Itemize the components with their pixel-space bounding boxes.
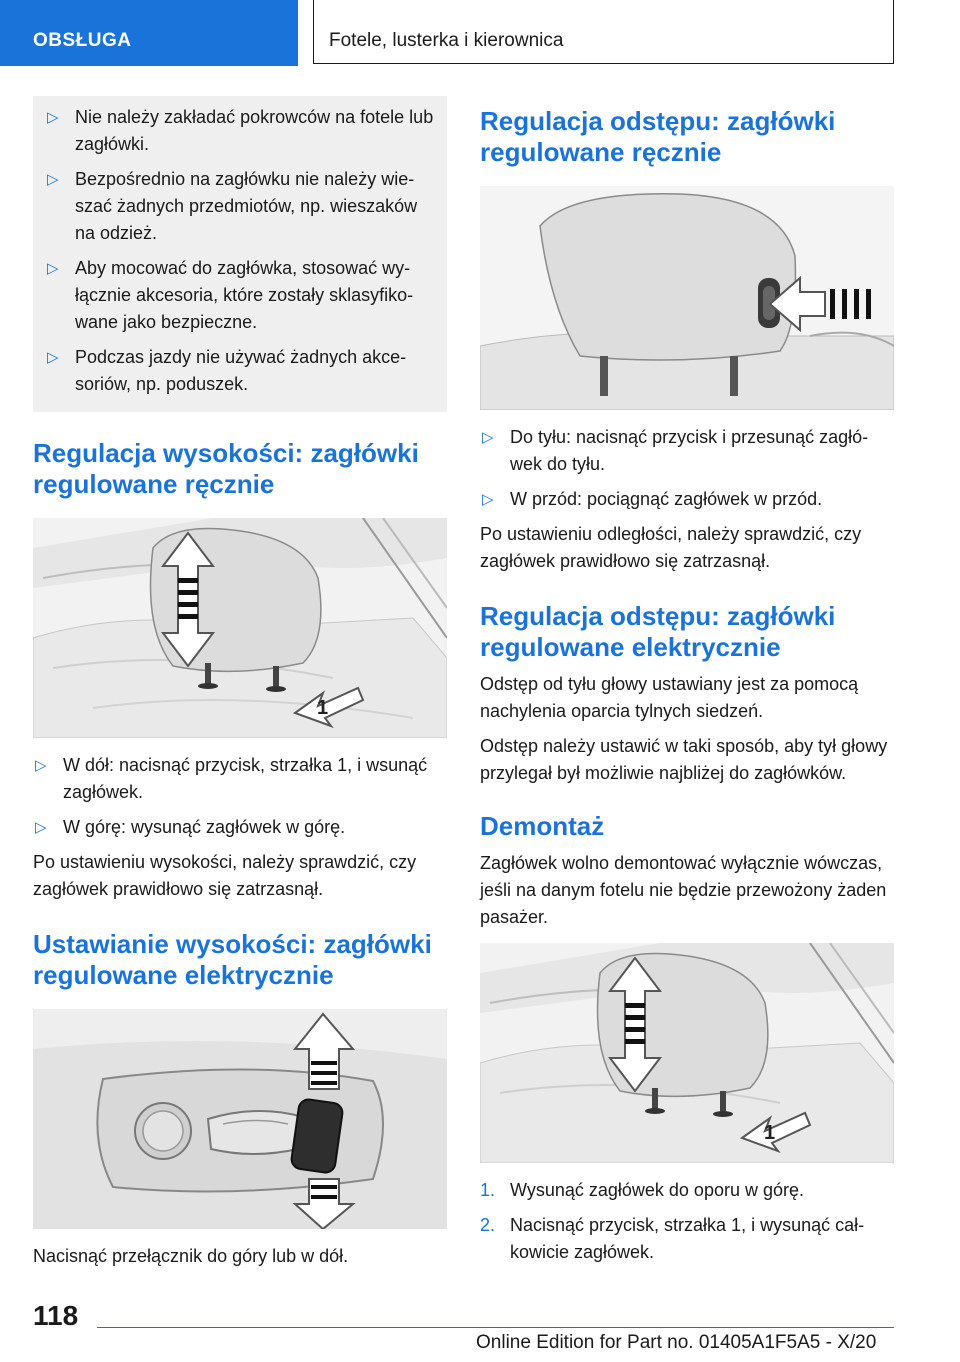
section-title: OBSŁUGA xyxy=(33,30,132,51)
section-heading-distance-manual: Regulacja odstępu: zagłówki regulowane ręcznie xyxy=(480,106,836,167)
seat-switch-illustration xyxy=(33,1009,447,1229)
instruction-item: ▷ W dół: nacisnąć przycisk, strzałka 1, i wsunąć zagłówek. xyxy=(33,752,447,806)
step-number: 1. xyxy=(480,1180,496,1200)
bullet-triangle-icon: ▷ xyxy=(47,349,59,366)
instruction-item: ▷ W górę: wysunąć zagłówek w górę. xyxy=(33,814,447,841)
instruction-item: ▷ W przód: pociągnąć zagłówek w przód. xyxy=(480,486,894,513)
safety-notes-box xyxy=(33,96,447,412)
edition-note: Online Edition for Part no. 01405A1F5A5 - X/20 xyxy=(476,1332,877,1353)
section-heading-distance-electric: Regulacja odstępu: zagłówki regulowane elektrycznie xyxy=(480,601,836,662)
section-heading-height-manual: Regulacja wysokości: zagłówki regulowane ręcznie xyxy=(33,438,419,499)
bullet-triangle-icon: ▷ xyxy=(47,260,59,277)
paragraph: Po ustawieniu wysokości, należy sprawdzić, czy zagłówek prawidłowo się zatrzasnął. xyxy=(33,852,417,899)
footer-divider xyxy=(97,1327,894,1328)
callout-label-1: 1 xyxy=(764,1122,776,1144)
bullet-triangle-icon: ▷ xyxy=(47,171,59,188)
headrest-height-manual-illustration xyxy=(33,518,447,738)
headrest-distance-illustration xyxy=(480,186,894,410)
paragraph: Odstęp należy ustawić w taki sposób, aby tył głowy przylegał był możliwie najbliżej do zagłówków. xyxy=(480,736,888,783)
instruction-item: ▷ Do tyłu: nacisnąć przycisk i przesunąć zagłówek do tyłu. xyxy=(480,424,894,478)
headrest-removal-illustration xyxy=(480,943,894,1163)
note-item: ▷ Nie należy zakładać pokrowców na fotele lub zagłówki. xyxy=(45,104,435,158)
section-tab xyxy=(0,0,298,66)
callout-label-1: 1 xyxy=(317,697,329,719)
chapter-title: Fotele, lusterka i kierownica xyxy=(329,30,564,51)
step-item: 1. Wysunąć zagłówek do oporu w górę. xyxy=(480,1177,894,1204)
section-heading-height-electric: Ustawianie wysokości: zagłówki regulowane elektrycznie xyxy=(33,929,432,990)
paragraph: Odstęp od tyłu głowy ustawiany jest za pomocą nachylenia oparcia tylnych siedzeń. xyxy=(480,674,859,721)
paragraph: Po ustawieniu odległości, należy sprawdzić, czy zagłówek prawidłowo się zatrzasnął. xyxy=(480,524,862,571)
bullet-triangle-icon: ▷ xyxy=(47,109,59,126)
note-item: ▷ Aby mocować do zagłówka, stosować wyłącznie akcesoria, które zostały sklasyfikowane jako bezpieczne. xyxy=(45,255,435,336)
note-item: ▷ Bezpośrednio na zagłówku nie należy wieszać żadnych przedmiotów, np. wieszaków na odzież. xyxy=(45,166,435,247)
bullet-triangle-icon: ▷ xyxy=(35,757,47,774)
step-item: 2. Nacisnąć przycisk, strzałka 1, i wysunąć całkowicie zagłówek. xyxy=(480,1212,894,1266)
paragraph: Nacisnąć przełącznik do góry lub w dół. xyxy=(33,1246,349,1266)
page-number: 118 xyxy=(33,1300,79,1331)
paragraph: Zagłówek wolno demontować wyłącznie wówczas, jeśli na danym fotelu nie będzie przewożony żaden pasażer. xyxy=(480,853,887,927)
bullet-triangle-icon: ▷ xyxy=(482,429,494,446)
bullet-triangle-icon: ▷ xyxy=(35,819,47,836)
step-number: 2. xyxy=(480,1215,496,1235)
bullet-triangle-icon: ▷ xyxy=(482,491,494,508)
section-heading-removal: Demontaż xyxy=(480,811,605,841)
right-column xyxy=(480,96,894,1274)
left-column xyxy=(33,96,447,1278)
chapter-header xyxy=(313,0,894,64)
note-item: ▷ Podczas jazdy nie używać żadnych akcesoriów, np. poduszek. xyxy=(45,344,435,398)
